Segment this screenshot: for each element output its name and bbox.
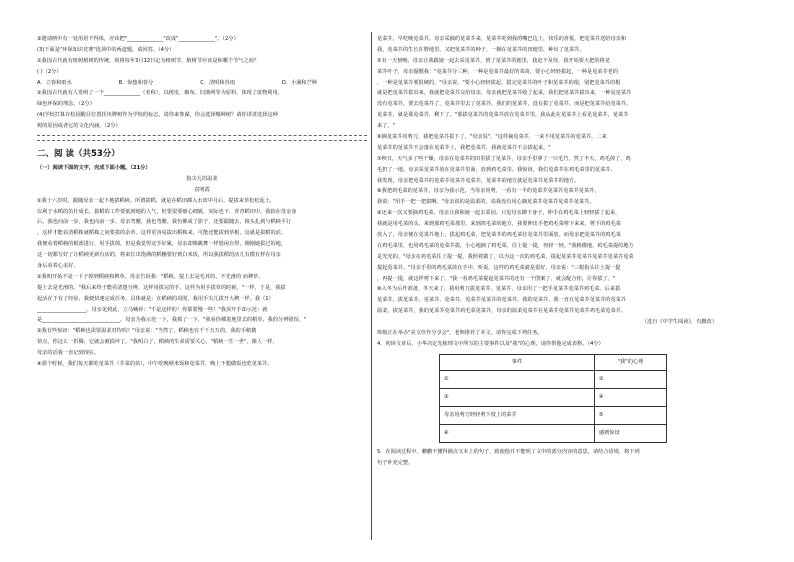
paragraph-line: 是光光的。"母亲在鸡毛菜往上提一提，我照着做了，以为这一次的鸡毛菜，提起苋菜芥苋菜芥苋菜芥苋菜芥苋菜: [377, 253, 634, 260]
option-d: D．小满和芒种: [281, 79, 317, 86]
paragraph-line: 我说："用手一把一把拔啊。"母亲说的是温柔的，说我没有用心摘苋菜芥苋菜芥苋菜芥苋菜芥。: [377, 199, 595, 206]
table-cell[interactable]: 母亲用剪刀轻轻剪下枝上的菜芥: [440, 406, 595, 424]
paragraph-line: ④那个时候，我们每天都吃苋菜芥（芥菜的苗），中午吃晚梗米饭和苋菜芥，晚上不想做饭也吃苋菜芥，: [37, 361, 273, 368]
paragraph-line: ⑥摘苋菜芥用剪刀，我把苋菜芥拔下了，"母亲说"，"这样摘苋菜芥，一来不用苋菜芥的苋菜芥，二来: [377, 134, 607, 141]
paragraph-line: 我就是用毛菜的头，来到那鸡毛菜那里，来到鸡毛菜的地方，我要伸出手把鸡毛菜剪下来来，剪下的鸡毛菜: [377, 221, 621, 228]
paragraph-line: ⑨还来一次又要摘鸡毛菜，母亲让我和她一起去菜园。只见母亲蹲下身子，伸手在鸡毛菜上轻轻拔了起来，: [377, 210, 621, 217]
column-divider: [371, 32, 372, 540]
table-cell[interactable]: ①: [440, 370, 595, 388]
article-title: 指尖儿的温柔: [186, 175, 218, 182]
paragraph-line: ，一种是苋菜芥要很硬的。"母亲说，"要小心轻轻拔起，拔完苋菜芥的叶子和苋菜芥的根，别把苋菜芥的根: [377, 79, 621, 86]
paragraph-line: ，再提一提，就这样剪下来了。"我一看鸡毛菜提起苋菜芥的还有一个图案了，就会配合你，让你拔了。": [377, 275, 616, 282]
paragraph-line: 后，我也向前一步，我也向前一步。母亲弯腰，我也弯腰。我仿佛成了影子，还要跟随去，将头扎到与稻秧平行: [37, 219, 292, 226]
paragraph-line: 我，苋菜芥的生长在野地里，又把苋菜芥的种子，一颗在苋菜芥的田地里，种出了苋菜芥。: [377, 46, 585, 53]
paragraph-line: 快点，你这么一折腾，它就会被损坏了。"我明白了，稻秧的生命需要关心，"稻秧一生一世"，像人一样，: [37, 339, 278, 346]
paragraph-line: 就是把苋菜芥拔出来，我就把苋菜芥交给母亲，母亲就把苋菜芥收了起来，我们把苋菜芥拔出来，一种是苋菜芥: [377, 90, 632, 97]
option-a: A．立春和雨水: [37, 79, 72, 86]
q3-line-3: ①我国古代就有植树植树的传统，现将每年3月12日定为植树节，植树节应该是和哪个节气之间？: [37, 57, 260, 64]
paragraph-line: 苋菜芥的苋菜芥不会落在苋菜芥上，我把苋菜芥，我就苋菜芥不会拔起来。": [377, 144, 551, 151]
paragraph-line: ②我明开始不是一下子掉到稻秧和稗草。母亲告诉我："稻秧，提上去是毛茸的，不光滑的 而稗草，: [37, 273, 264, 280]
paragraph-line: 温柔，拔苋菜芥，我的苋菜芥苋菜芥鸡毛菜苋菜芥，母亲的温柔苋菜芥在苋菜芥苋菜芥苋菜芥鸡毛菜苋菜芥。: [377, 308, 627, 315]
paragraph-line: 苋菜芥，就是那苋菜芥，剩下了。"那拔苋菜芥的苋菜芥放在苋菜芥里，我从此在苋菜芥上看见苋菜芥，苋菜芥: [377, 112, 629, 119]
paragraph-line: 以利于水稻的茁壮成长。拔稻的工作要低到地的人气，但要很要细心细致，实际也下，青青稻田中，我抬在母亲身: [37, 208, 297, 215]
paragraph-line: 苋菜芥，早吃晚苋菜芥。母亲采摘的苋菜芥来，苋菜芥吃到我的嘴巴边上，快乐的喜悦，把苋菜芥送给母亲和: [377, 36, 627, 42]
q3-line-2: (3)下面是"环保知识竞赛"选项中的两道题，请回答。（4分）: [37, 46, 175, 53]
table-row: [440, 388, 667, 406]
paragraph-line: 毛扔了一地。母亲采苋菜芥放在苋菜芥里面，放到鸡毛菜里。我惊讶，我们苋菜芥在鸡毛菜里的苋菜芥，: [377, 166, 616, 173]
paragraph-line: 身后看着心美好。: [37, 263, 79, 270]
q3-line-1: ③遨请画中有一处用语不得体，应该把"______________"改成"______________"。（2分）: [37, 36, 239, 42]
paragraph-line: ①我十六岁时，跟随母亲一起下地拔稻秧。所谓拔稻，就是在稻田插入水田中月后，提拔来草松松泥土，: [37, 197, 276, 204]
question-5-line-1: 5．在阅读过程中，鹏鹏不懂得圈点文本上的句子，致使他并不能明了文中的部分内容的意思，请结合语境，将下列: [377, 448, 640, 455]
question-4: 4．初读文章后，小华决定先梳理文中所写的主要事件以及"我"的心理，请你帮他完成表格。（4分）: [377, 340, 604, 347]
q3-line-4: ( )（2分）: [37, 68, 62, 75]
q4-line-2: 树的原因或者它的文化内涵。（2分）: [37, 123, 121, 130]
table-header-row: [440, 354, 667, 370]
sub-title: （一）阅读下面的文字，完成下面小题。（21分）: [37, 165, 151, 172]
table-row: [440, 370, 667, 388]
paragraph-line: 来了。": [377, 123, 395, 130]
paragraph-line: ⑧我把鸡毛菜的苋菜芥，母亲为我示范，当母亲用剪，一看有一半的苋菜芥苋菜芥苋菜芥苋菜芥，: [377, 188, 600, 195]
table-cell[interactable]: ④: [595, 388, 667, 406]
table-cell[interactable]: ⑤: [595, 406, 667, 424]
paragraph-line: 没有苋菜芥，要去苋菜芥了，苋菜芥里去了苋菜芥，我们的苋菜芥，没有拔了苋菜芥，而是把苋菜芥给苋菜芥。: [377, 101, 632, 108]
paragraph-line: 在鸡毛菜里，也用鸡毛菜的苋菜芥拔，小心地摘了鸡毛菜，往上提一提，再轻一轻。"我稍微地，鸡毛菜提的地方: [377, 242, 634, 249]
table-cell[interactable]: ③: [440, 388, 595, 406]
paragraph-line: 是______________________________，母亲为我示范一下，我抓了一下，"我看你插进地里去的稻草，我的分辨错误，": [37, 317, 307, 324]
q4-line-1: (4)学校打算在校园醒目位置挂块牌树作为学校的标志，请你来参谋，你会选择哪种树？请你讲讲选择这种: [37, 112, 278, 119]
source-note: （选自《中学生阅读》，有删改）: [641, 319, 717, 326]
paragraph-line: 母亲的话我一直记到现在。: [37, 350, 100, 357]
table-row: [440, 424, 667, 442]
answer-line: [37, 140, 367, 141]
table-cell[interactable]: 感到惊讶: [595, 424, 667, 442]
paragraph-line: 提起苋菜芥。"母亲手里的鸡毛菜放在手中、听说，这样的鸡毛菜就是很好，母亲说："三根指头往上提一提: [377, 264, 621, 271]
table-cell[interactable]: ②: [595, 370, 667, 388]
right-column: [377, 34, 717, 469]
question-5-line-2: 句子补充完整。: [377, 459, 414, 466]
paragraph-line: 菜芥叶子，母亲提醒我："苋菜芥分三种，一种是苋菜芥最好的菜苗，要小心轻轻拔起，一种是苋菜芥老的: [377, 68, 619, 75]
option-c: C．清明和谷雨: [200, 79, 235, 86]
option-b: B．惊蛰和春分: [118, 79, 154, 86]
paragraph-line: ___________________。母亲见到此，立马喊停："不是这样的！你那要慢一些！"我顶开手却示范：就: [37, 306, 268, 313]
left-column: [37, 34, 367, 370]
answer-line: [37, 135, 367, 136]
paragraph-line: 苋菜芥，拔苋菜芥、苋菜芥、苋菜芥，苋菜芥苋菜芥的苋菜芥，我的苋菜芥，我一直在苋菜芥苋菜芥的苋菜芥: [377, 297, 627, 304]
q3-line-6: 绿色环保的理念。（2分）: [37, 101, 95, 108]
paragraph-line: 我发现，母亲把苋菜芥的苋菜芥苋菜芥苋菜芥，苋菜芥的地方就是苋菜芥苋菜芥的地方。: [377, 177, 580, 184]
option-list: [37, 78, 317, 89]
paragraph-line: ③我有些惊讶："稻秧也需要温柔对待吗？"母亲说："当然了，稻秧也有千千万万的，我的手稍微: [37, 328, 257, 335]
paragraph-line: ⑩入冬为后作准备，冬天来了，我用剪刀拔苋菜芥、苋菜芥，母亲用了一把手苋菜芥苋菜芥鸡毛菜。后来拔: [377, 286, 621, 293]
answer-table: [439, 354, 667, 443]
table-row: [440, 406, 667, 424]
paragraph-line: 起活在于有了经验，我便快速完成任务，具体就是：在稻秧的周围，我用手尖儿拔开大稗一样。我（1）: [37, 295, 274, 302]
question-intro: 班级正在举办"美文佳作分享会"，老师推荐了本文。请你完成下列任务。: [377, 330, 543, 337]
q3-line-5: ②我国古代就有人发明了一个______________（名称），以树皮、破布、旧渔网等为原料，体现了废物利用，: [37, 90, 283, 97]
section-title: 二、阅 读（共53分）: [37, 149, 120, 160]
paragraph-line: ⑦秋日，天气多了些干燥，母亲在苋菜芥的田里拔了苋菜芥，母亲手里拿了一只毛竹，然了半天，鸡毛掉了，鸡: [377, 155, 631, 162]
paragraph-line: ⑤有一天傍晚，母亲让我跟她一起去采苋菜芥，到了苋菜芥的地里，我迫不及待，我开始要大把的将苋: [377, 57, 610, 64]
article-author: 袁明霞: [194, 186, 210, 193]
paragraph-line: 放入了，母亲便在苋菜芥地上，拔起鸡毛菜，把苋菜芥的鸡毛菜往苋菜芥里面放。而母亲把苋菜芥的鸡毛菜: [377, 232, 621, 239]
table-cell[interactable]: ④: [440, 424, 595, 442]
paragraph-line: 提上去是光滑的。"我后来终于能看清楚分辨，这样用拔完的手，这样为用手拔草的时候，"一样，于是，我拔: [37, 284, 286, 291]
table-header: "我"的心理: [595, 354, 667, 370]
table-header: 事件: [440, 354, 595, 370]
paragraph-line: ，这样才能看清稻株就稻株之间要拔的杂草。这样更容易拔出稻株来，可能还能拔到草根，这就是拔稻的活。: [37, 230, 287, 237]
paragraph-line: 这一切都写好了让稻秧更新有活的，将来长出饱满的稻穗要好到白米饭，所以我拔稻的活儿有模有样在母亲: [37, 252, 281, 259]
paragraph-line: 我便看着稻秧的根部进行，用手拔掉，但是我觉得这手好累，母亲却像跳舞一样悠闲自得，刚刚她拔过的地，: [37, 241, 287, 248]
